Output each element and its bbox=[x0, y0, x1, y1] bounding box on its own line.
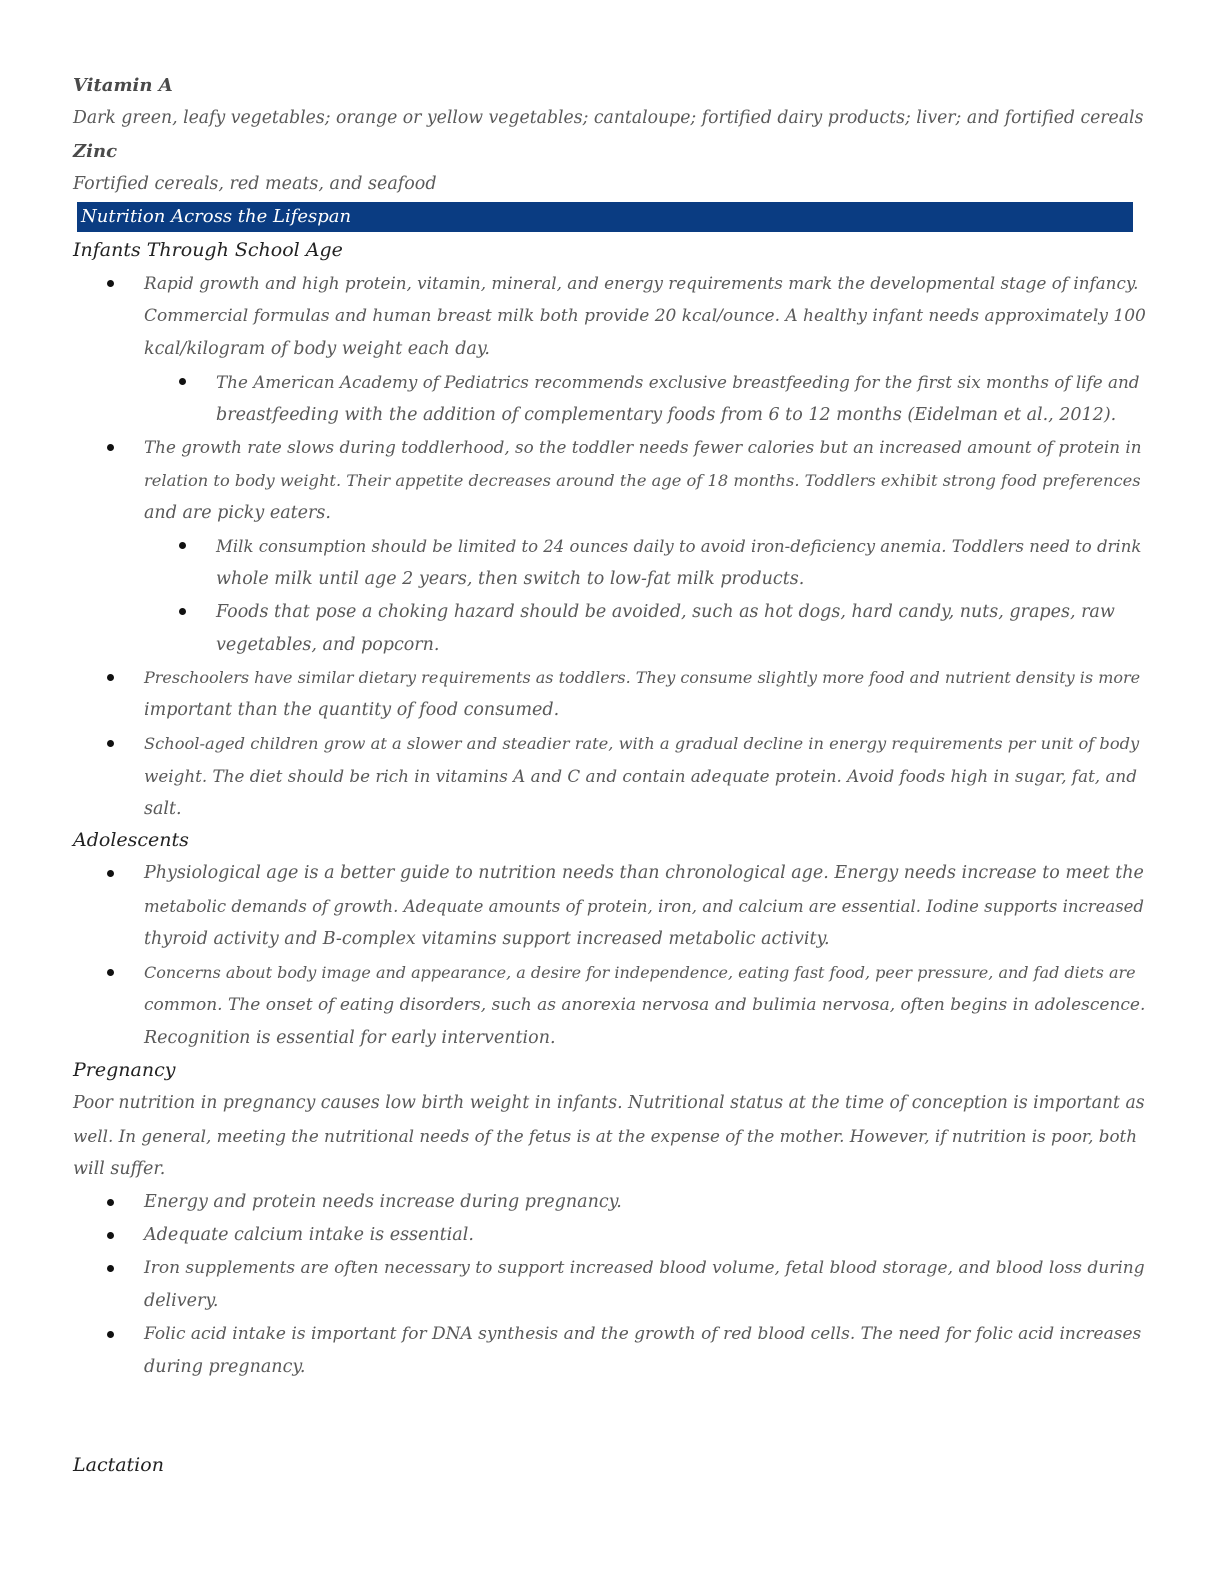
adolescents-b2-line: common. The onset of eating disorders, such as anorexia nervosa and bulimia nervosa, often begins in adolescence. bbox=[144, 995, 1146, 1015]
vitamin-a-title: Vitamin A bbox=[73, 75, 173, 96]
pregnancy-intro-line: will suffer. bbox=[73, 1159, 166, 1179]
bullet-icon bbox=[107, 870, 114, 877]
infants-b2-line: and are picky eaters. bbox=[144, 503, 331, 523]
infants-b2-line: relation to body weight. Their appetite decreases around the age of 18 months. Toddlers exhibit strong food preferences bbox=[144, 471, 1141, 490]
pregnancy-b3-line: Iron supplements are often necessary to support increased blood volume, fetal blood storage, and blood loss during bbox=[144, 1258, 1145, 1278]
infants-b4-line: salt. bbox=[144, 799, 182, 819]
bullet-icon bbox=[179, 378, 186, 385]
infants-b2-sub1-line: whole milk until age 2 years, then switch to low-fat milk products. bbox=[216, 569, 805, 589]
infants-b2-sub1-line: Milk consumption should be limited to 24 ounces daily to avoid iron-deficiency anemia. Toddlers need to drink bbox=[216, 537, 1142, 556]
infants-b1-sub-line: breastfeeding with the addition of complementary foods from 6 to 12 months (Eidelman et al., 2012). bbox=[216, 405, 1117, 425]
pregnancy-intro-line: Poor nutrition in pregnancy causes low birth weight in infants. Nutritional status at the time of conception is important as bbox=[73, 1093, 1145, 1113]
pregnancy-b4-line: Folic acid intake is important for DNA synthesis and the growth of red blood cells. The need for folic acid increases bbox=[144, 1324, 1142, 1344]
adolescents-b2-line: Concerns about body image and appearance, a desire for independence, eating fast food, peer pressure, and fad diets are bbox=[144, 963, 1136, 982]
infants-b1-line: kcal/kilogram of body weight each day. bbox=[144, 339, 490, 359]
vitamin-a-text: Dark green, leafy vegetables; orange or yellow vegetables; cantaloupe; fortified dairy products; liver; and fortified cereals bbox=[73, 108, 1144, 128]
infants-b2-sub2-line: vegetables, and popcorn. bbox=[216, 635, 440, 655]
infants-b2-line: The growth rate slows during toddlerhood, so the toddler needs fewer calories but an increased amount of protein in bbox=[144, 437, 1142, 457]
bullet-icon bbox=[107, 1199, 114, 1206]
zinc-title: Zinc bbox=[73, 141, 118, 162]
bullet-icon bbox=[107, 1331, 114, 1338]
bullet-icon bbox=[107, 1232, 114, 1239]
bullet-icon bbox=[107, 969, 114, 976]
adolescents-b2-line: Recognition is essential for early intervention. bbox=[144, 1028, 556, 1048]
section-banner bbox=[77, 202, 1133, 232]
pregnancy-b3-line: delivery. bbox=[144, 1291, 219, 1311]
bullet-icon bbox=[179, 542, 186, 549]
bullet-icon bbox=[179, 608, 186, 615]
pregnancy-intro-line: well. In general, meeting the nutritional needs of the fetus is at the expense of the mother. However, if nutrition is poor, both bbox=[73, 1126, 1138, 1146]
infants-b3-line: important than the quantity of food consumed. bbox=[144, 700, 560, 720]
infants-b4-line: School-aged children grow at a slower and steadier rate, with a gradual decline in energy requirements per unit of body bbox=[144, 734, 1140, 753]
infants-b3-line: Preschoolers have similar dietary requirements as toddlers. They consume slightly more food and nutrient density is more bbox=[144, 668, 1141, 687]
infants-b1-line: Commercial formulas and human breast milk both provide 20 kcal/ounce. A healthy infant needs approximately 100 bbox=[144, 306, 1146, 326]
pregnancy-b1-line: Energy and protein needs increase during pregnancy. bbox=[144, 1192, 622, 1212]
infants-b1-sub-line: The American Academy of Pediatrics recommends exclusive breastfeeding for the first six months of life and bbox=[216, 372, 1140, 392]
pregnancy-b2-line: Adequate calcium intake is essential. bbox=[144, 1225, 474, 1245]
lactation-heading: Lactation bbox=[73, 1454, 164, 1476]
infants-b2-sub2-line: Foods that pose a choking hazard should be avoided, such as hot dogs, hard candy, nuts, grapes, raw bbox=[216, 602, 1115, 622]
pregnancy-b4-line: during pregnancy. bbox=[144, 1357, 306, 1377]
section-banner-title: Nutrition Across the Lifespan bbox=[81, 206, 352, 227]
bullet-icon bbox=[107, 280, 114, 287]
infants-b1-line: Rapid growth and high protein, vitamin, mineral, and energy requirements mark the developmental stage of infancy. bbox=[144, 273, 1139, 293]
pregnancy-heading: Pregnancy bbox=[73, 1059, 176, 1081]
bullet-icon bbox=[107, 674, 114, 681]
adolescents-heading: Adolescents bbox=[73, 829, 189, 851]
bullet-icon bbox=[107, 740, 114, 747]
adolescents-b1-line: Physiological age is a better guide to nutrition needs than chronological age. Energy needs increase to meet the bbox=[144, 863, 1144, 883]
infants-heading: Infants Through School Age bbox=[73, 239, 343, 261]
bullet-icon bbox=[107, 444, 114, 451]
bullet-icon bbox=[107, 1265, 114, 1272]
zinc-text: Fortified cereals, red meats, and seafood bbox=[73, 174, 437, 194]
infants-b4-line: weight. The diet should be rich in vitamins A and C and contain adequate protein. Avoid foods high in sugar, fat, and bbox=[144, 766, 1137, 786]
adolescents-b1-line: thyroid activity and B-complex vitamins support increased metabolic activity. bbox=[144, 929, 830, 949]
adolescents-b1-line: metabolic demands of growth. Adequate amounts of protein, iron, and calcium are essential. Iodine supports increased bbox=[144, 897, 1144, 916]
